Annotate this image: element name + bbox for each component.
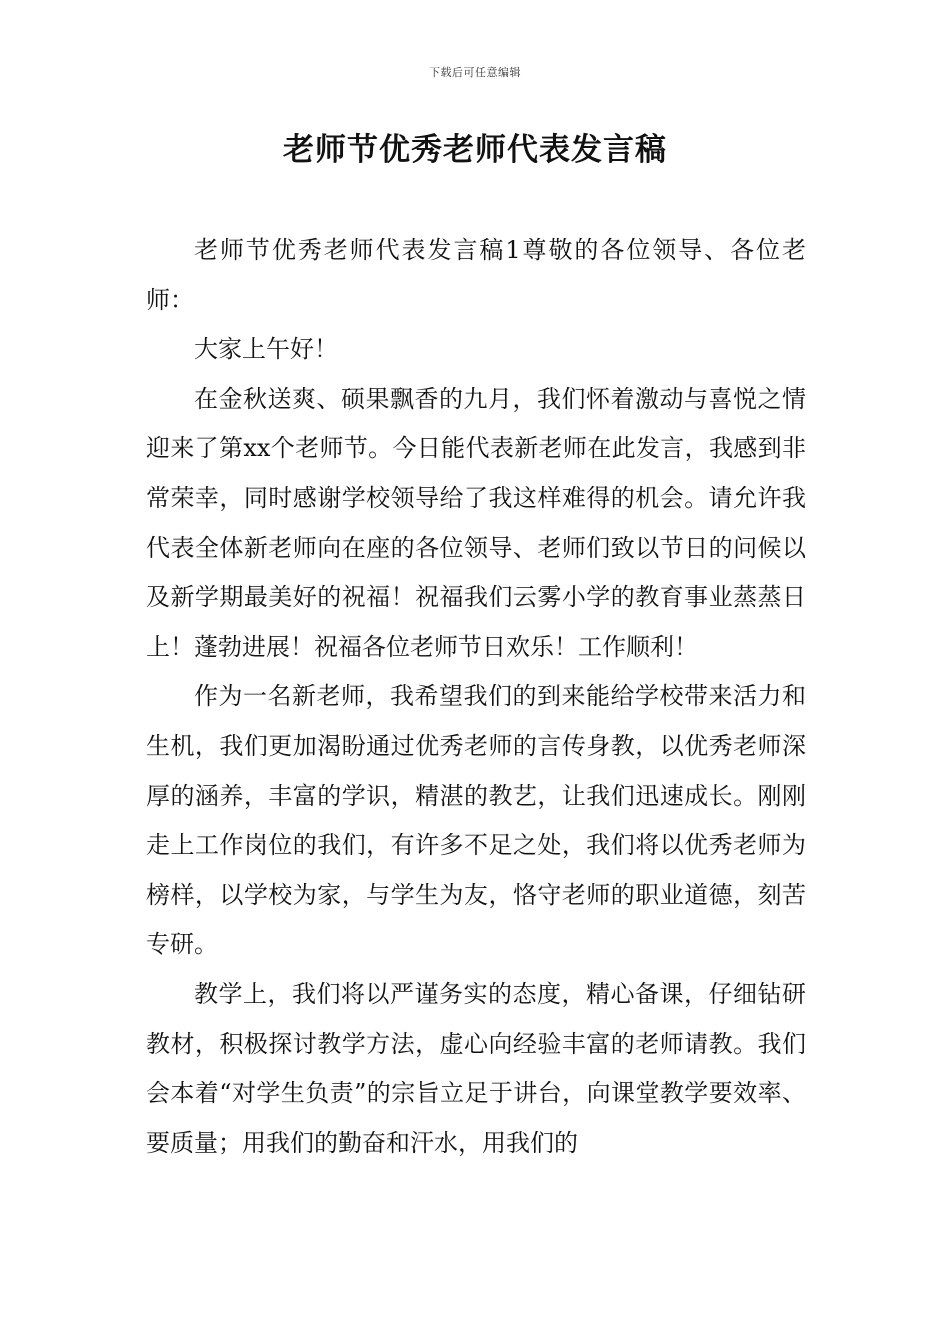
paragraph-teaching: 教学上，我们将以严谨务实的态度，精心备课，仔细钻研教材，积极探讨教学方法，虚心向经验丰富的老师请教。我们会本着“对学生负责”的宗旨立足于讲台，向课堂教学要效率、要质量；用我们的勤奋和汗水，用我们的: [146, 979, 806, 1157]
paragraph-hello: 大家上午好！: [194, 335, 338, 364]
paragraph-greeting: 老师节优秀老师代表发言稿1尊敬的各位领导、各位老师：: [146, 236, 806, 314]
paragraph-teachers-day: 在金秋送爽、硕果飘香的九月，我们怀着激动与喜悦之情迎来了第xx个老师节。今日能代表新老师在此发言，我感到非常荣幸，同时感谢学校领导给了我这样难得的机会。请允许我代表全体新老师向在座的各位领导、老师们致以节日的问候以及新学期最美好的祝福！祝福我们云雾小学的教育事业蒸蒸日上！蓬勃进展！祝福各位老师节日欢乐！工作顺利！: [146, 384, 806, 661]
document-title: 老师节优秀老师代表发言稿: [283, 132, 667, 168]
header-note: 下载后可任意编辑: [429, 66, 521, 79]
document-body: [146, 226, 806, 1168]
paragraph-new-teacher: 作为一名新老师，我希望我们的到来能给学校带来活力和生机，我们更加渴盼通过优秀老师的言传身教，以优秀老师深厚的涵养，丰富的学识，精湛的教艺，让我们迅速成长。刚刚走上工作岗位的我们，有许多不足之处，我们将以优秀老师为榜样，以学校为家，与学生为友，恪守老师的职业道德，刻苦专研。: [146, 682, 806, 959]
